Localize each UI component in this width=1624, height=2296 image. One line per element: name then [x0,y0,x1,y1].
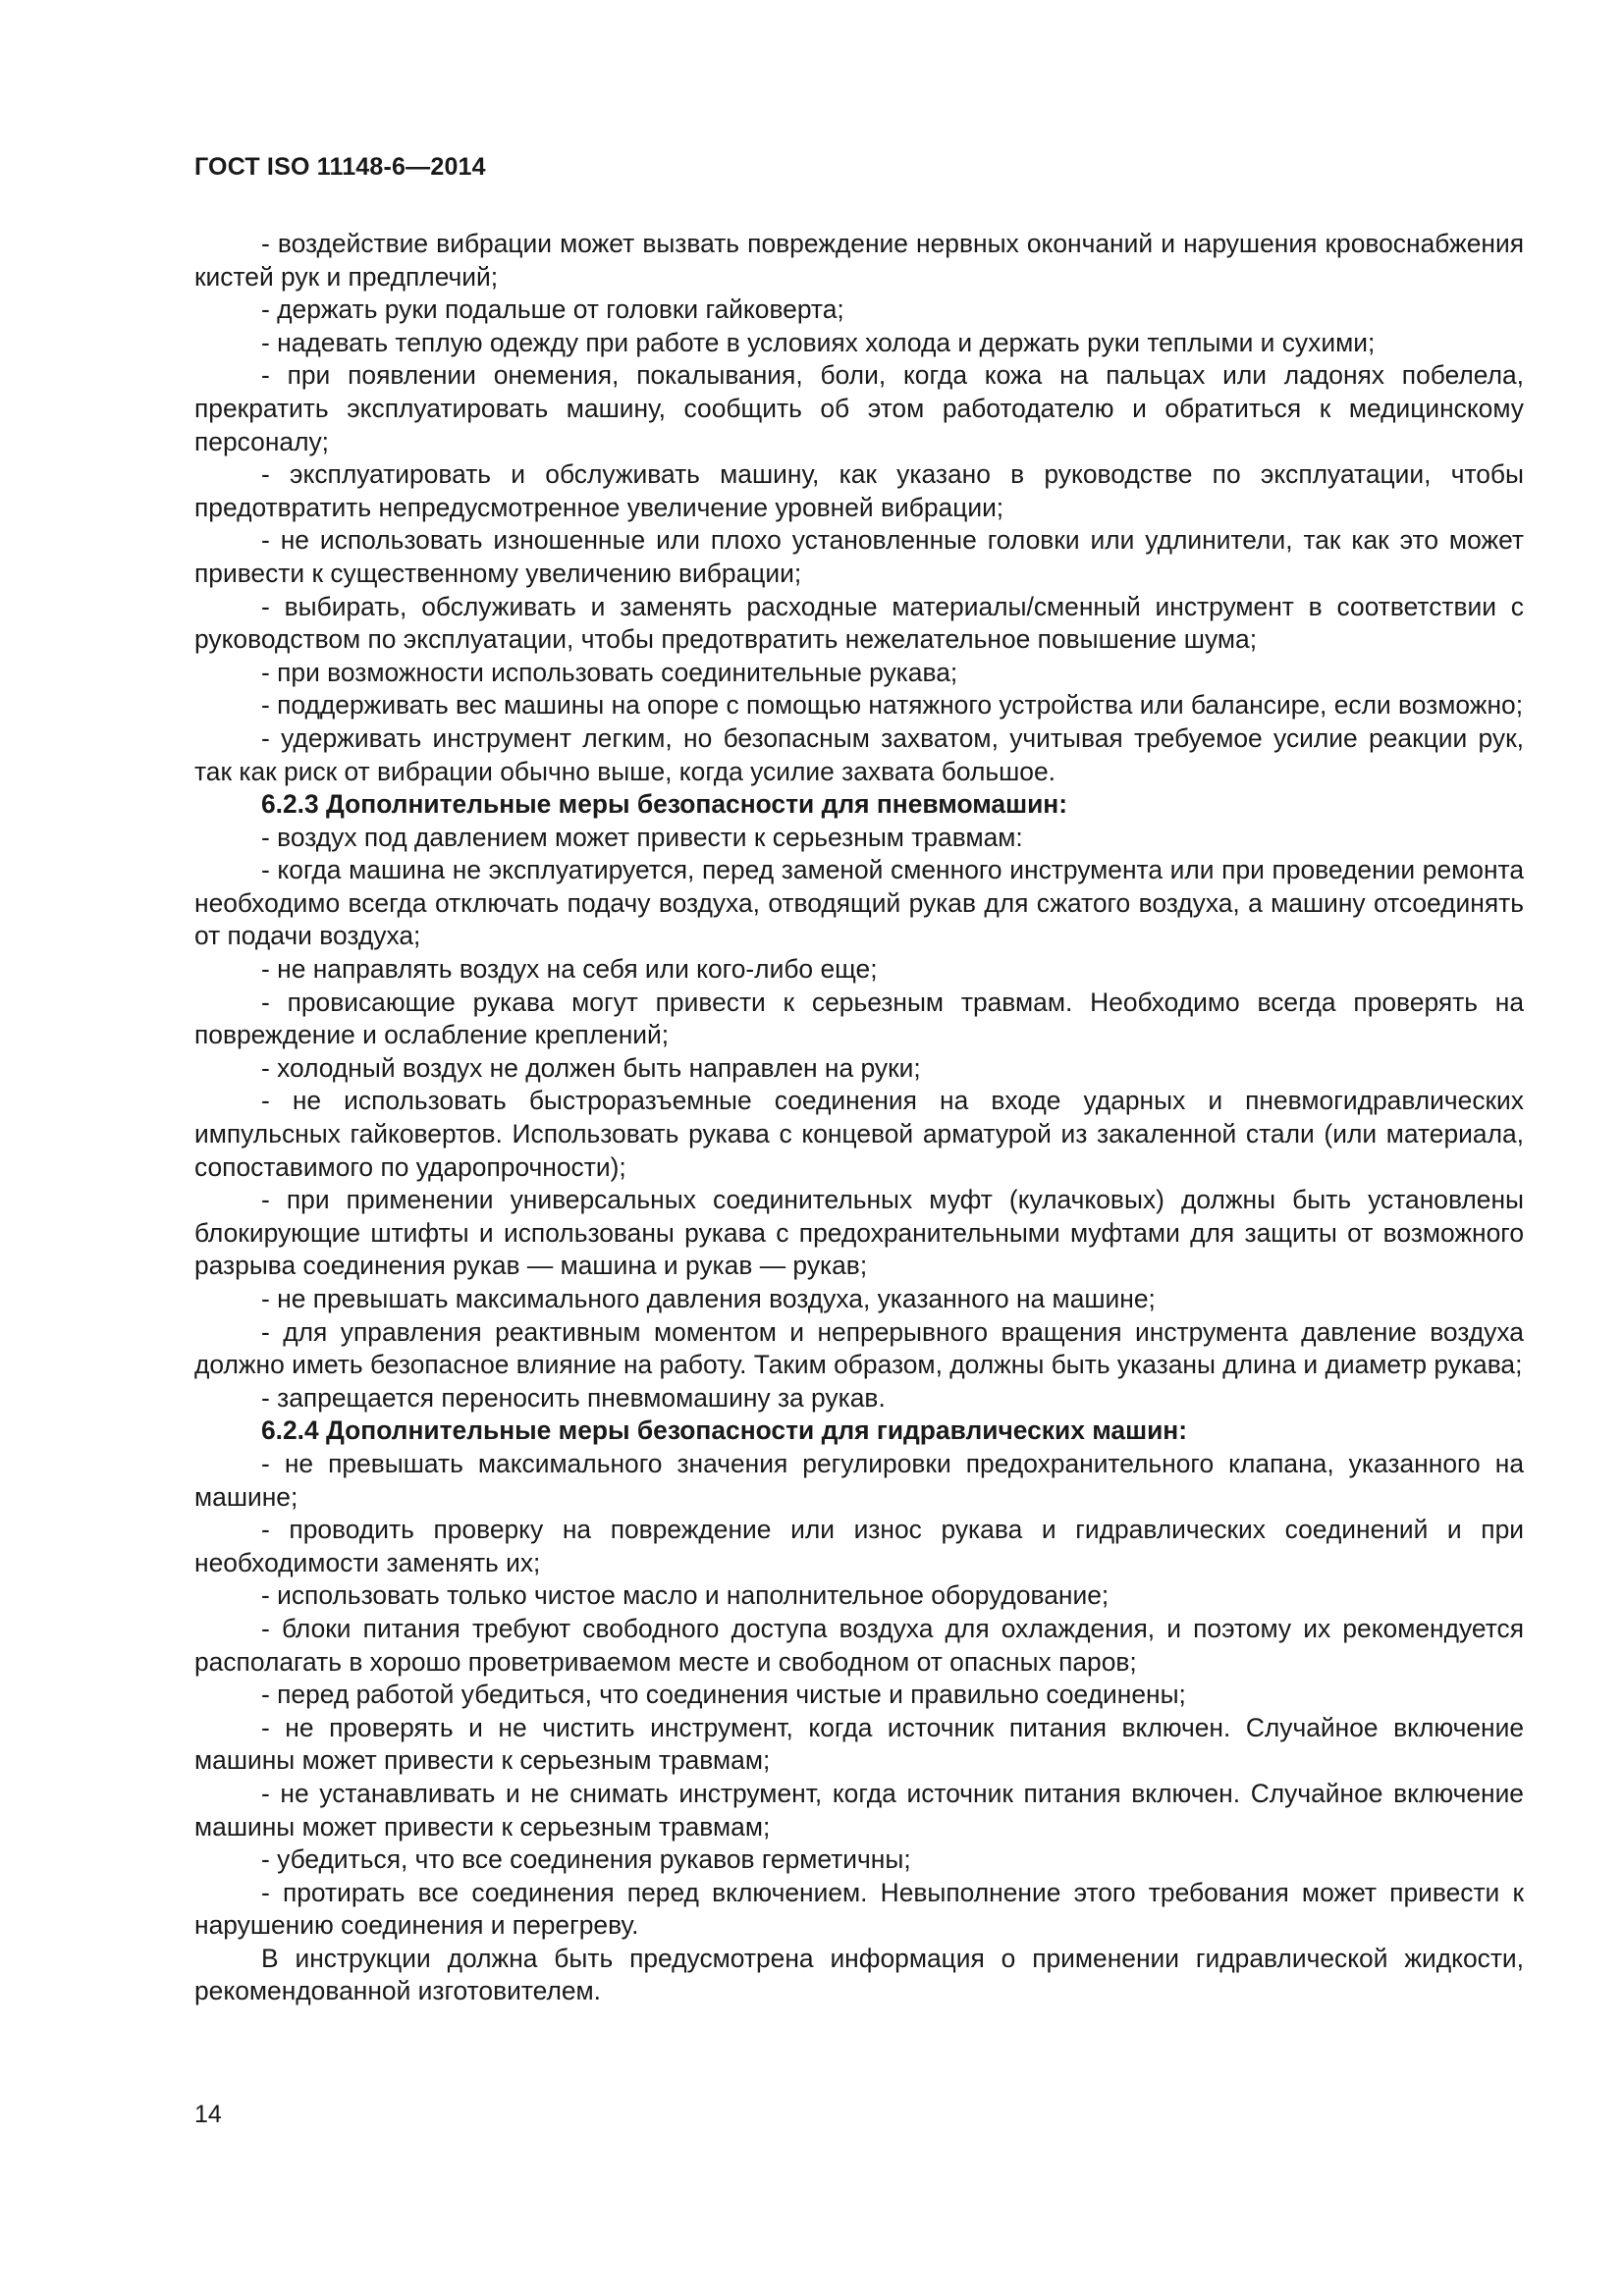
paragraph: - провисающие рукава могут привести к серьезным травмам. Необходимо всегда проверять на повреждение и ослабление креплений; [194,987,1524,1050]
paragraph: - при появлении онемения, покалывания, боли, когда кожа на пальцах или ладонях побелела, прекратить эксплуатировать машину, сообщить об этом работодателю и обратиться к медицинскому персоналу; [194,360,1524,456]
paragraph: - проводить проверку на повреждение или износ рукава и гидравлических соединений и при необходимости заменять их; [194,1515,1524,1577]
paragraph: - при применении универсальных соединительных муфт (кулачковых) должны быть установлены блокирующие штифты и использованы рукава с предохранительными муфтами для защиты от возможного разрыва соединения рукав — машина и рукав — рукав; [194,1185,1524,1281]
paragraph: - не превышать максимального давления воздуха, указанного на машине; [261,1284,1156,1313]
paragraph: - поддерживать вес машины на опоре с помощью натяжного устройства или балансире, если возможно; [261,690,1524,721]
paragraph: - воздействие вибрации может вызвать повреждение нервных окончаний и нарушения кровоснабжения кистей рук и предплечий; [194,229,1524,292]
paragraph: - протирать все соединения перед включением. Невыполнение этого требования может привести к нарушению соединения и перегреву. [194,1877,1524,1941]
paragraph: - перед работой убедиться, что соединения чистые и правильно соединены; [261,1680,1186,1710]
section-heading: 6.2.3 Дополнительные меры безопасности для пневмомашин: [261,789,1068,820]
paragraph: - для управления реактивным моментом и непрерывного вращения инструмента давление воздуха должно иметь безопасное влияние на работу. Таким образом, должны быть указаны длина и диаметр рукава; [194,1316,1524,1380]
paragraph: - удерживать инструмент легким, но безопасным захватом, учитывая требуемое усилие реакции рук, так как риск от вибрации обычно выше, когда усилие захвата большое. [194,722,1524,786]
paragraph: - воздух под давлением может привести к серьезным травмам: [261,822,1023,852]
paragraph: - убедиться, что все соединения рукавов герметичны; [261,1844,911,1875]
paragraph: - не направлять воздух на себя или кого-либо еще; [261,954,878,985]
paragraph: - эксплуатировать и обслуживать машину, как указано в руководстве по эксплуатации, чтобы предотвратить непредусмотренное увеличение уровней вибрации; [194,459,1524,522]
paragraph: - надевать теплую одежду при работе в условиях холода и держать руки теплыми и сухими; [261,327,1376,357]
page-number: 14 [194,2101,222,2128]
paragraph: - когда машина не эксплуатируется, перед заменой сменного инструмента или при проведении ремонта необходимо всегда отключать подачу воздуха, отводящий рукав для сжатого воздуха, а машину отсоединять от подачи воздуха; [194,855,1524,951]
paragraph: - не превышать максимального значения регулировки предохранительного клапана, указанного на машине; [194,1448,1524,1512]
paragraph: - не проверять и не чистить инструмент, когда источник питания включен. Случайное включение машины может привести к серьезным травмам; [194,1712,1524,1776]
paragraph: - не использовать быстроразъемные соединения на входе ударных и пневмогидравлических импульсных гайковертов. Использовать рукава с концевой арматурой из закаленной стали (или материала, сопоставимого по ударопрочности); [194,1086,1524,1182]
paragraph: - не устанавливать и не снимать инструмент, когда источник питания включен. Случайное включение машины может привести к серьезным травмам; [194,1778,1524,1842]
paragraph: - при возможности использовать соединительные рукава; [261,657,958,687]
paragraph: - не использовать изношенные или плохо установленные головки или удлинители, так как это может привести к существенному увеличению вибрации; [194,525,1524,588]
document-header: ГОСТ ISO 11148-6—2014 [194,153,486,181]
paragraph: В инструкции должна быть предусмотрена информация о применении гидравлической жидкости, рекомендованной изготовителем. [194,1943,1524,2006]
paragraph: - выбирать, обслуживать и заменять расходные материалы/сменный инструмент в соответствии с руководством по эксплуатации, чтобы предотвратить нежелательное повышение шума; [194,591,1524,655]
paragraph: - использовать только чистое масло и наполнительное оборудование; [261,1580,1110,1611]
paragraph: - холодный воздух не должен быть направлен на руки; [261,1052,921,1083]
section-heading: 6.2.4 Дополнительные меры безопасности для гидравлических машин: [261,1415,1188,1446]
paragraph: - блоки питания требуют свободного доступа воздуха для охлаждения, и поэтому их рекомендуется располагать в хорошо проветриваемом месте и свободном от опасных паров; [194,1613,1524,1677]
document-body [194,228,1524,2008]
paragraph: - запрещается переносить пневмомашину за рукав. [261,1382,886,1413]
paragraph: - держать руки подальше от головки гайковерта; [261,294,844,325]
